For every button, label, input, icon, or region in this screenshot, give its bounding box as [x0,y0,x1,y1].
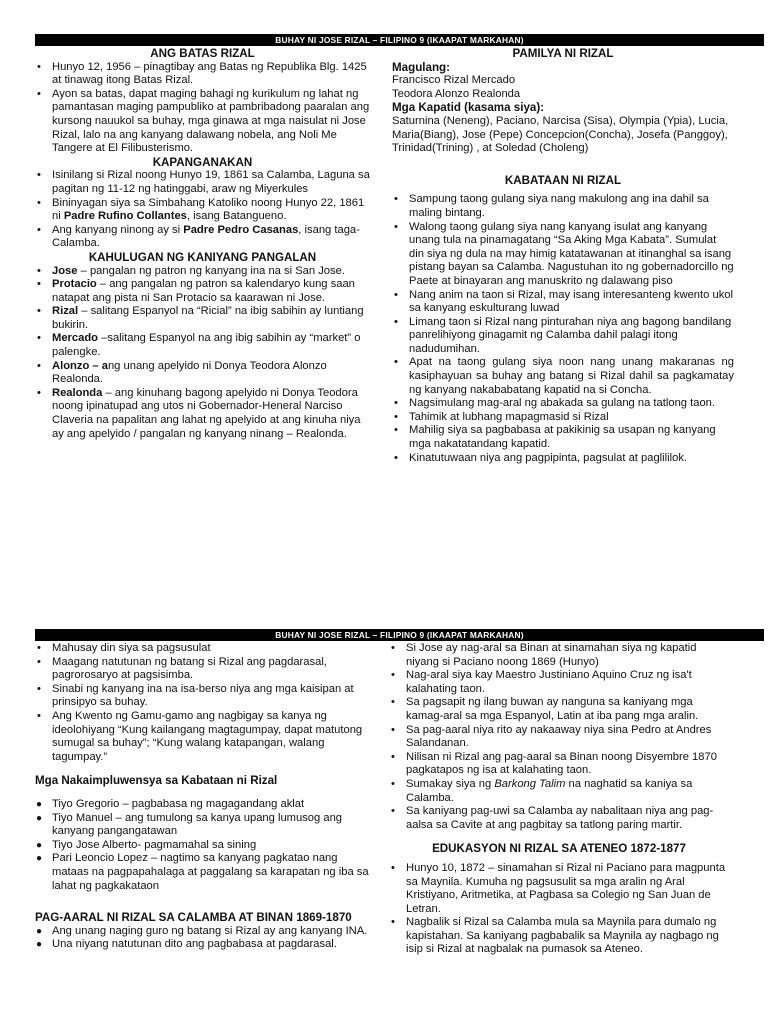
section-title-impluwensya: Mga Nakaimpluwensya sa Kabataan ni Rizal [35,774,278,788]
list-item: • Nag-aral siya kay Maestro Justiniano Aquino Cruz ng isa't kalahating taon. [389,669,729,696]
list-item: • Alonzo – ang unang apelyido ni Donya Teodora Alonzo Realonda. [35,360,370,387]
list-item: • Sumakay siya ng Barkong Talim na naghatid sa kaniya sa Calamba. [389,778,729,805]
page-banner: BUHAY NI JOSE RIZAL – FILIPINO 9 (IKAAPAT MARKAHAN) [35,34,764,46]
list-item: • Nagsimulang mag-aral ng abakada sa gulang na tatlong taon. [392,397,734,411]
list-item: • Ang kanyang ninong ay si Padre Pedro Casanas, isang taga-Calamba. [35,224,370,251]
list-item: • Jose – pangalan ng patron ng kanyang ina na si San Jose. [35,265,370,279]
list-item: • Walong taong gulang siya nang kanyang isulat ang kanyang unang tula na pinamagatang “Sa Aking Mga Kabata”. Sumulat din siya ng dula na may himig katatawanan at itinanghal sa isang pistang bayan sa Calamba. Nagustuhan ito ng gobernadorcillo ng Paete at binayaran ang manuskrito ng dalawang piso [392,221,734,289]
list-item: • Hunyo 12, 1956 – pinagtibay ang Batas ng Republika Blg. 1425 at tinawag itong Batas Rizal. [35,61,370,88]
list-item: • Si Jose ay nag-aral sa Binan at sinamahan siya ng kapatid niyang si Paciano noong 1869 (Hunyo) [389,642,729,669]
batas-list [35,61,370,156]
list-item: ● Tiyo Manuel – ang tumulong sa kanya upang lumusog ang kanyang pangangatawan [35,812,375,839]
page1-right-column [392,47,734,465]
kapatid-text: Saturnina (Neneng), Paciano, Narcisa (Sisa), Olympia (Ypia), Lucia, Maria(Biang), Jose (Pepe) Concepcion(Concha), Josefa (Panggoy), Trinidad(Trining) , at Soledad (Choleng) [392,114,729,155]
impluwensya-list [35,798,375,893]
ateneo-list [389,862,729,957]
list-item: ● Ang unang naging guro ng batang si Rizal ay ang kanyang INA. [35,925,375,939]
list-item: • Rizal – salitang Espanyol na “Ricial” na ibig sabihin ay luntiang bukirin. [35,305,370,332]
list-item: ● Tiyo Jose Alberto- pagmamahal sa sining [35,839,375,853]
section-title-ateneo: EDUKASYON NI RIZAL SA ATENEO 1872-1877 [432,842,686,856]
kabataan-list [392,193,734,465]
list-item: • Protacio – ang pangalan ng patron sa kalendaryo kung saan natapat ang pista ni San Protacio sa kaarawan ni Jose. [35,278,370,305]
list-item: • Maagang natutunan ng batang si Rizal ang pagdarasal, pagrorosaryo at pagsisimba. [35,656,375,683]
section-title-kahulugan: KAHULUGAN NG KANIYANG PANGALAN [88,250,317,264]
list-item: ● Pari Leoncio Lopez – nagtimo sa kanyang pagkatao nang mataas na pagpapahalaga at paggalang sa karapatan ng iba sa lahat ng pagkakataon [35,852,375,893]
list-item: ● Tiyo Gregorio – pagbabasa ng magagandang aklat [35,798,375,812]
list-item: • Kinatutuwaan niya ang pagpipinta, pagsulat at paglililok. [392,452,734,466]
kapanganakan-list [35,169,370,251]
page2-left-column [35,642,375,952]
list-item: • Mahilig siya sa pagbabasa at pakikinig sa usapan ng kanyang mga nakatatandang kapatid. [392,424,734,451]
pagaaral-list [35,925,375,952]
family-block [392,61,734,156]
list-item: • Realonda – ang kinuhang bagong apelyido ni Donya Teodora noong ipinatupad ang utos ni Gobernador-Heneral Narciso Claveria na papalitan ang lahat ng apelyido at ang kinuha niya ay ang apelyido / pangalan ng kanyang ninang – Realonda. [35,387,370,441]
binan-list [389,642,729,832]
magulang-label: Magulang: [392,60,450,74]
list-item: • Sa kaniyang pag-uwi sa Calamba ay nabalitaan niya ang pag-aalsa sa Cavite at ang pagbitay sa tatlong paring martir. [389,805,729,832]
section-title-pagaaral: PAG-AARAL NI RIZAL SA CALAMBA AT BINAN 1869-1870 [35,911,352,925]
section-title-kapanganakan: KAPANGANAKAN [152,155,253,169]
list-item: • Nilisan ni Rizal ang pag-aaral sa Binan noong Disyembre 1870 pagkatapos ng isa at kalahating taon. [389,751,729,778]
section-title-kabataan: KABATAAN NI RIZAL [504,173,622,187]
page2-right-column [389,642,729,957]
list-item: • Limang taon si Rizal nang pinturahan niya ang bagong bandilang panrelihiyong ginagamit ng Calamba dahil palagi itong nadudumihan. [392,316,734,357]
list-item: • Tahimik at lubhang mapagmasid si Rizal [392,411,734,425]
mother-name: Teodora Alonzo Realonda [392,87,521,100]
list-item: ● Una niyang natutunan dito ang pagbabasa at pagdarasal. [35,938,375,952]
kapatid-label: Mga Kapatid (kasama siya): [392,101,545,115]
list-item: • Nang anim na taon si Rizal, may isang interesanteng kwento ukol sa kanyang eskulturang luwad [392,289,734,316]
list-item: • Ang Kwento ng Gamu-gamo ang nagbigay sa kanya ng ideolohiyang “Kung kailangang magtagumpay, dapat matutong sumugal sa buhay”; “Kung walang katapangan, walang tagumpay.” [35,710,375,764]
list-item: • Sa pag-aaral niya rito ay nakaaway niya sina Pedro at Andres Salandanan. [389,724,729,751]
list-item: • Sampung taong gulang siya nang makulong ang ina dahil sa maling bintang. [392,193,734,220]
list-item: • Isinilang si Rizal noong Hunyo 19, 1861 sa Calamba, Laguna sa pagitan ng 11-12 ng hatinggabi, araw ng Miyerkules [35,169,370,196]
kabataan-continued-list [35,642,375,764]
name-meaning-list [35,265,370,442]
page-banner: BUHAY NI JOSE RIZAL – FILIPINO 9 (IKAAPAT MARKAHAN) [35,629,764,641]
list-item: • Mercado –salitang Espanyol na ang ibig sabihin ay “market” o palengke. [35,332,370,359]
list-item: • Hunyo 10, 1872 – sinamahan si Rizal ni Paciano para magpunta sa Maynila. Kumuha ng pagsusulit sa mga aralin ng Aral Kristiyano, Aritmetika, at Pagbasa sa Colegio ng San Juan de Letran. [389,862,729,916]
section-title-pamilya: PAMILYA NI RIZAL [512,47,614,60]
list-item: • Bininyagan siya sa Simbahang Katoliko noong Hunyo 22, 1861 ni Padre Rufino Collantes, isang Batangueno. [35,197,370,224]
list-item: • Mahusay din siya sa pagsusulat [35,642,375,656]
father-name: Francisco Rizal Mercado [392,74,516,87]
list-item: • Sinabi ng kanyang ina na isa-berso niya ang mga kaisipan at prinsipyo sa buhay. [35,683,375,710]
list-item: • Nagbalik si Rizal sa Calamba mula sa Maynila para dumalo ng kapistahan. Sa kaniyang pagbabalik sa Maynila ay nagbago ng isip si Rizal at nagbalak na pumasok sa Ateneo. [389,916,729,957]
list-item: • Ayon sa batas, dapat maging bahagi ng kurikulum ng lahat ng pamantasan maging pampubliko at pambribadong paaralan ang kursong nauukol sa buhay, mga ginawa at mga naisulat ni Jose Rizal, lalo na ang kanyang dalawang nobela, ang Noli Me Tangere at El Filibusterismo. [35,88,370,156]
list-item: • Sa pagsapit ng ilang buwan ay nanguna sa kaniyang mga kamag-aral sa mga Espanyol, Latin at iba pang mga aralin. [389,696,729,723]
page1-left-column [35,47,370,441]
list-item: • Apat na taong gulang siya noon nang unang makaranas ng kasiphayuan sa buhay ang batang si Rizal dahil sa pagkamatay ng kanyang nakababatang kapatid na si Concha. [392,356,734,397]
section-title-batas: ANG BATAS RIZAL [150,47,255,60]
